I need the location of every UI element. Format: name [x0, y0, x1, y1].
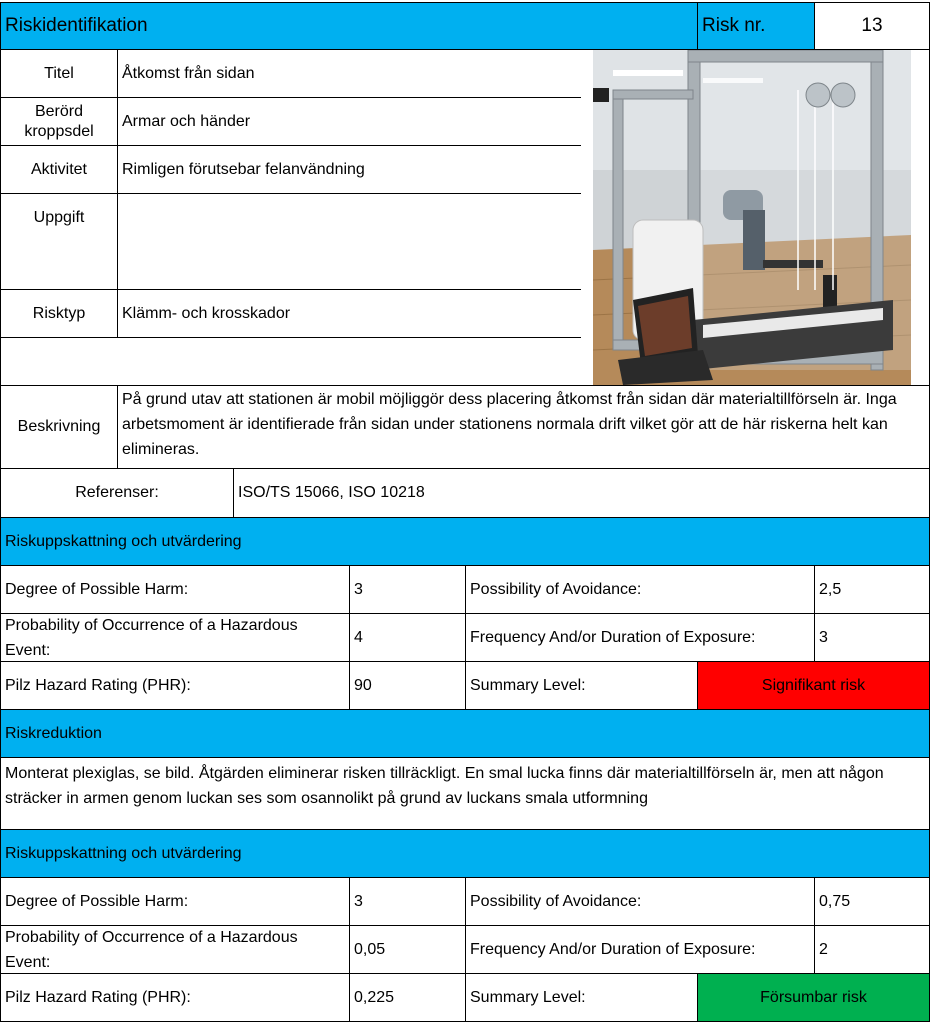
referenser-value: [233, 468, 930, 518]
frequency-value-before: [814, 613, 930, 662]
avoidance-label-before: [465, 565, 815, 614]
harm-value-after: [349, 877, 466, 926]
uppgift-label-text: Uppgift: [33, 208, 85, 226]
frequency-label-after-text: Frequency And/or Duration of Exposure:: [470, 940, 756, 958]
summary-badge-after: [697, 973, 930, 1022]
evaluation-before-title: Riskuppskattning och utvärdering: [5, 532, 242, 550]
form-title-text: Riskidentifikation: [5, 15, 148, 36]
beskrivning-value: [117, 385, 930, 469]
referenser-label-text: Referenser:: [75, 484, 159, 501]
risk-number-text: 13: [861, 15, 883, 36]
harm-value-before-text: 3: [354, 580, 363, 598]
titel-label: [0, 49, 118, 98]
harm-value-before: [349, 565, 466, 614]
frequency-value-after: [814, 925, 930, 974]
aktivitet-label: [0, 145, 118, 194]
summary-label-after: [465, 973, 698, 1022]
risktyp-label: [0, 289, 118, 338]
probability-value-after-text: 0,05: [354, 940, 386, 958]
reduction-text-content: Monterat plexiglas, se bild. Åtgärden eliminerar risken tillräckligt. En smal lucka finns där materialtillförseln är, men att någon sträcker in armen genom luckan ses som osannolikt på grund av luckans smala utformning: [5, 765, 884, 807]
harm-value-after-text: 3: [354, 892, 363, 910]
probability-label-after-text: Probability of Occurrence of a Hazardous Event:: [5, 928, 298, 971]
evaluation-before-header: [0, 517, 930, 566]
aktivitet-value-text: Rimligen förutsebar felanvändning: [122, 160, 365, 178]
harm-label-before: [0, 565, 350, 614]
phr-value-after-text: 0,225: [354, 988, 395, 1006]
phr-label-before-text: Pilz Hazard Rating (PHR):: [5, 676, 191, 694]
phr-value-before: [349, 661, 466, 710]
probability-label-after: [0, 925, 350, 974]
uppgift-label-spacer: [0, 241, 118, 290]
reduction-title: Riskreduktion: [5, 724, 102, 742]
avoidance-label-after-text: Possibility of Avoidance:: [470, 892, 642, 910]
kroppsdel-value: [117, 97, 582, 146]
aktivitet-label-text: Aktivitet: [30, 160, 87, 178]
evaluation-after-title: Riskuppskattning och utvärdering: [5, 844, 242, 862]
evaluation-after-header: [0, 829, 930, 878]
risktyp-value-text: Klämm- och krosskador: [122, 304, 291, 322]
beskrivning-label-text: Beskrivning: [17, 418, 101, 435]
phr-value-before-text: 90: [354, 676, 372, 694]
risk-number-value: [814, 2, 930, 50]
referenser-value-text: ISO/TS 15066, ISO 10218: [238, 484, 425, 501]
titel-value-text: Åtkomst från sidan: [122, 64, 255, 82]
empty-row: [0, 337, 582, 386]
titel-label-text: Titel: [44, 64, 74, 82]
risktyp-label-text: Risktyp: [32, 304, 86, 322]
aktivitet-value: [117, 145, 582, 194]
probability-value-before: [349, 613, 466, 662]
phr-label-after: [0, 973, 350, 1022]
station-photo-illustration: [593, 50, 911, 385]
probability-label-before-text: Probability of Occurrence of a Hazardous Event:: [5, 616, 298, 659]
avoidance-value-before: [814, 565, 930, 614]
uppgift-value: [117, 193, 582, 290]
probability-label-before: [0, 613, 350, 662]
harm-label-after: [0, 877, 350, 926]
summary-badge-before: [697, 661, 930, 710]
referenser-label: [0, 468, 234, 518]
reduction-header: [0, 709, 930, 758]
kroppsdel-value-text: Armar och händer: [122, 112, 251, 130]
summary-badge-after-text: Försumbar risk: [760, 988, 867, 1006]
station-photo: [593, 50, 911, 385]
avoidance-label-before-text: Possibility of Avoidance:: [470, 580, 642, 598]
phr-label-after-text: Pilz Hazard Rating (PHR):: [5, 988, 191, 1006]
beskrivning-label: [0, 385, 118, 469]
risk-number-label: [697, 2, 815, 50]
frequency-label-before: [465, 613, 815, 662]
kroppsdel-label: [0, 97, 118, 146]
form-title: [0, 2, 698, 50]
risktyp-value: [117, 289, 582, 338]
uppgift-label: [0, 193, 118, 242]
frequency-label-before-text: Frequency And/or Duration of Exposure:: [470, 628, 756, 646]
frequency-value-after-text: 2: [819, 940, 828, 958]
probability-value-before-text: 4: [354, 628, 363, 646]
risk-number-label-text: Risk nr.: [702, 15, 766, 36]
harm-label-before-text: Degree of Possible Harm:: [5, 580, 189, 598]
summary-label-before-text: Summary Level:: [470, 676, 586, 694]
phr-value-after: [349, 973, 466, 1022]
phr-label-before: [0, 661, 350, 710]
harm-label-after-text: Degree of Possible Harm:: [5, 892, 189, 910]
summary-label-after-text: Summary Level:: [470, 988, 586, 1006]
avoidance-value-after-text: 0,75: [819, 892, 851, 910]
reduction-text: [0, 757, 930, 830]
summary-label-before: [465, 661, 698, 710]
avoidance-value-before-text: 2,5: [819, 580, 842, 598]
probability-value-after: [349, 925, 466, 974]
frequency-value-before-text: 3: [819, 628, 828, 646]
frequency-label-after: [465, 925, 815, 974]
avoidance-label-after: [465, 877, 815, 926]
titel-value: [117, 49, 582, 98]
avoidance-value-after: [814, 877, 930, 926]
summary-badge-before-text: Signifikant risk: [761, 676, 866, 694]
kroppsdel-label-text: Berörd kroppsdel: [24, 102, 94, 140]
beskrivning-value-text: På grund utav att stationen är mobil möjliggör dess placering åtkomst från sidan där materialtillförseln är. Inga arbetsmoment är identifierade från sidan under stationens normala drift vilket gör att de här riskerna helt kan elimineras.: [122, 391, 897, 458]
